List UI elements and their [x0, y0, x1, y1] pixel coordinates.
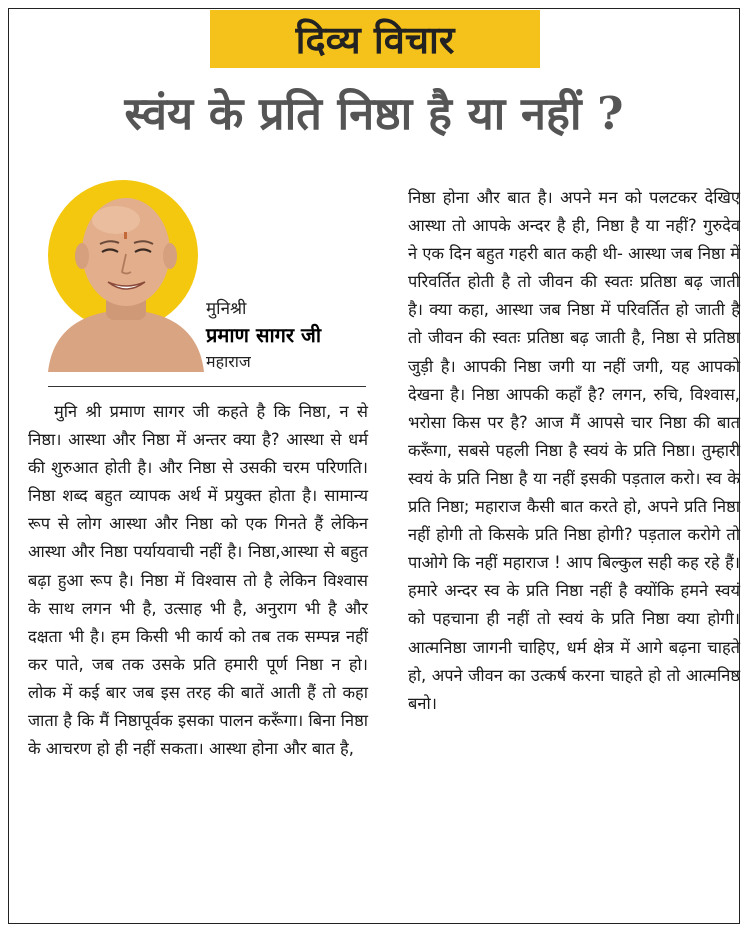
article-column-2: निष्ठा होना और बात है। अपने मन को पलटकर देखिए आस्था तो आपके अन्दर है ही, निष्ठा है या नहीं? गुरुदेव ने एक दिन बहुत गहरी बात कही थी- आस्था जब निष्ठा में परिवर्तित होती है तो जीवन की स्वतः प्रतिष्ठा बढ़ जाती है। क्या कहा, आस्था जब निष्ठा में परिवर्तित हो जाती है तो जीवन की स्वतः प्रतिष्ठा बढ़ जाती है, निष्ठा से प्रतिष्ठा जुड़ी है। आपकी निष्ठा जगी या नहीं जगी, यह आपको देखना है। निष्ठा आपकी कहाँ है? लगन, रुचि, विश्वास, भरोसा किस पर है? आज मैं आपसे चार निष्ठा की बात करूँगा, सबसे पहली निष्ठा है स्वयं के प्रति निष्ठा। तुम्हारी स्वयं के प्रति निष्ठा है या नहीं इसकी पड़ताल करो। स्व के प्रति निष्ठा; महाराज कैसी बात करते हो, अपने प्रति निष्ठा नहीं होगी तो किसके प्रति निष्ठा होगी? पड़ताल करोगे तो पाओगे कि नहीं महाराज ! आप बिल्कुल सही कह रहे हैं। हमारे अन्दर स्व के प्रति निष्ठा नहीं है क्योंकि हमने स्वयं को पहचाना ही नहीं तो स्वयं के प्रति निष्ठा क्या होगी। आत्मनिष्ठा जागनी चाहिए, धर्म क्षेत्र में आगे बढ़ना चाहते हो, अपने जीवन का उत्कर्ष करना चाहते हो तो आत्मनिष्ठ बनो।: [408, 188, 740, 713]
section-banner: [210, 10, 540, 68]
author-portrait: [46, 186, 204, 372]
article-column-1: मुनि श्री प्रमाण सागर जी कहते है कि निष्ठा, न से निष्ठा। आस्था और निष्ठा में अन्तर क्या है? आस्था से धर्म की शुरुआत होती है। और निष्ठा से उसकी चरम परिणति। निष्ठा शब्द बहुत व्यापक अर्थ में प्रयुक्त होता है। सामान्य रूप से लोग आस्था और निष्ठा को एक गिनते हैं लेकिन आस्था और निष्ठा पर्यायवाची नहीं है। निष्ठा,आस्था से बहुत बढ़ा हुआ रूप है। निष्ठा में विश्वास तो है लेकिन विश्वास के साथ लगन भी है, उत्साह भी है, अनुराग भी है और दक्षता भी है। हम किसी भी कार्य को तब तक सम्पन्न नहीं कर पाते, जब तक उसके प्रति हमारी पूर्ण निष्ठा न हो। लोक में कई बार जब इस तरह की बातें आती हैं तो कहा जाता है कि मैं निष्ठापूर्वक इसका पालन करूँगा। बिना निष्ठा के आचरण हो ही नहीं सकता। आस्था होना और बात है,: [28, 402, 368, 759]
author-suffix: महाराज: [206, 352, 251, 371]
author-prefix: मुनिश्री: [206, 299, 247, 319]
section-title: दिव्य विचार: [295, 18, 455, 62]
author-byline: [206, 296, 321, 372]
author-name: प्रमाण सागर जी: [206, 323, 322, 347]
monk-portrait-illustration: [46, 186, 204, 372]
byline-divider: [48, 386, 366, 387]
article-headline: स्वंय के प्रति निष्ठा है या नहीं ?: [124, 87, 624, 140]
